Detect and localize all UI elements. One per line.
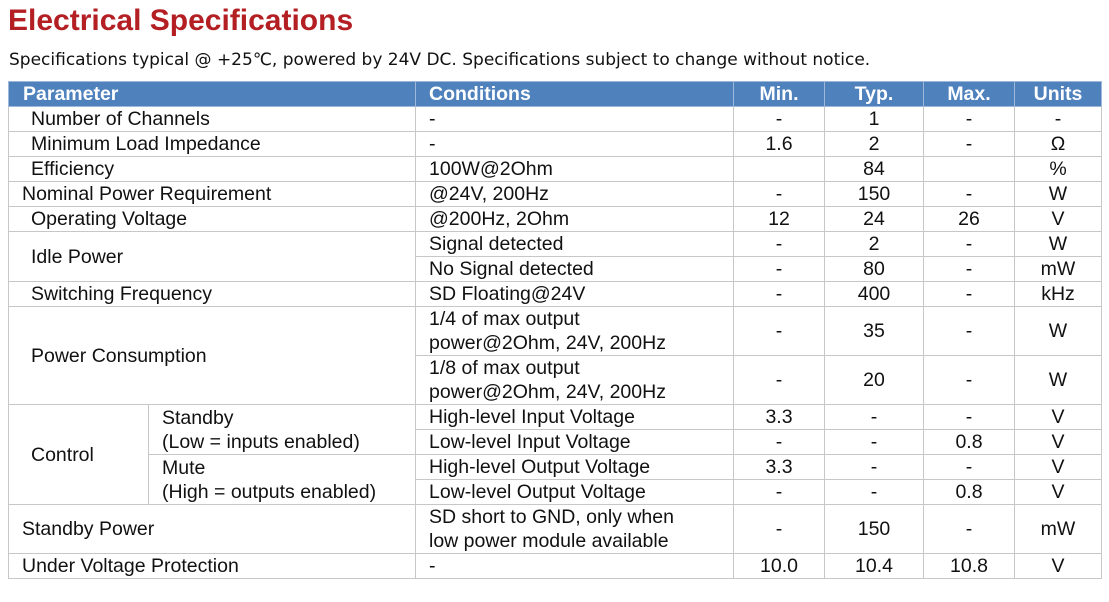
conditions-cell: 100W@2Ohm: [416, 157, 734, 182]
control-sub-line: Mute: [162, 456, 206, 479]
conditions-cell: [416, 356, 734, 405]
param-cell: Control: [9, 405, 149, 505]
spec-table: [8, 81, 1102, 579]
conditions-cell: No Signal detected: [416, 257, 734, 282]
max-cell: -: [924, 405, 1015, 430]
max-cell: 26: [924, 207, 1015, 232]
conditions-cell: -: [416, 107, 734, 132]
min-cell: -: [734, 107, 825, 132]
typ-cell: 80: [825, 257, 924, 282]
conditions-line: 1/4 of max output: [429, 308, 580, 330]
min-cell: -: [734, 282, 825, 307]
units-cell: W: [1015, 307, 1102, 356]
max-cell: 10.8: [924, 554, 1015, 579]
units-cell: kHz: [1015, 282, 1102, 307]
max-cell: 0.8: [924, 430, 1015, 455]
max-cell: -: [924, 505, 1015, 554]
typ-cell: 1: [825, 107, 924, 132]
param-cell: Switching Frequency: [9, 282, 416, 307]
table-row: [9, 554, 1102, 579]
conditions-line: power@2Ohm, 24V, 200Hz: [429, 332, 666, 354]
min-cell: 10.0: [734, 554, 825, 579]
typ-cell: 2: [825, 132, 924, 157]
table-row: [9, 307, 1102, 356]
units-cell: W: [1015, 356, 1102, 405]
conditions-cell: -: [416, 554, 734, 579]
conditions-cell: High-level Input Voltage: [416, 405, 734, 430]
max-cell: -: [924, 356, 1015, 405]
table-header-row: [9, 82, 1102, 107]
conditions-cell: @24V, 200Hz: [416, 182, 734, 207]
units-cell: V: [1015, 554, 1102, 579]
param-cell: Standby Power: [9, 505, 416, 554]
min-cell: -: [734, 307, 825, 356]
min-cell: 12: [734, 207, 825, 232]
units-cell: W: [1015, 232, 1102, 257]
page-title: Electrical Specifications: [8, 4, 354, 37]
units-cell: V: [1015, 207, 1102, 232]
conditions-line: SD short to GND, only when: [429, 506, 674, 528]
table-row: [9, 282, 1102, 307]
max-cell: -: [924, 455, 1015, 480]
min-cell: [734, 157, 825, 182]
typ-cell: 35: [825, 307, 924, 356]
param-cell: Power Consumption: [9, 307, 416, 405]
param-cell: Nominal Power Requirement: [9, 182, 416, 207]
min-cell: -: [734, 182, 825, 207]
conditions-line: low power module available: [429, 530, 669, 552]
min-cell: -: [734, 232, 825, 257]
typ-cell: -: [825, 430, 924, 455]
min-cell: -: [734, 505, 825, 554]
units-cell: mW: [1015, 257, 1102, 282]
conditions-cell: High-level Output Voltage: [416, 455, 734, 480]
typ-cell: -: [825, 455, 924, 480]
conditions-cell: Low-level Output Voltage: [416, 480, 734, 505]
units-cell: V: [1015, 430, 1102, 455]
max-cell: -: [924, 282, 1015, 307]
typ-cell: 24: [825, 207, 924, 232]
header-units: Units: [1015, 82, 1102, 107]
header-typ: Typ.: [825, 82, 924, 107]
param-cell: Efficiency: [9, 157, 416, 182]
min-cell: 3.3: [734, 405, 825, 430]
control-sub-line: (High = outputs enabled): [162, 480, 377, 503]
units-cell: -: [1015, 107, 1102, 132]
param-cell: Under Voltage Protection: [9, 554, 416, 579]
conditions-line: power@2Ohm, 24V, 200Hz: [429, 381, 666, 403]
conditions-cell: [416, 505, 734, 554]
max-cell: -: [924, 257, 1015, 282]
typ-cell: 150: [825, 182, 924, 207]
units-cell: W: [1015, 182, 1102, 207]
units-cell: Ω: [1015, 132, 1102, 157]
table-row: [9, 405, 1102, 430]
param-cell: Operating Voltage: [9, 207, 416, 232]
units-cell: V: [1015, 455, 1102, 480]
conditions-cell: @200Hz, 2Ohm: [416, 207, 734, 232]
control-sub-line: Standby: [162, 406, 234, 429]
max-cell: -: [924, 132, 1015, 157]
conditions-cell: Signal detected: [416, 232, 734, 257]
table-row: [9, 157, 1102, 182]
table-row: [9, 132, 1102, 157]
conditions-cell: [416, 307, 734, 356]
param-cell: Idle Power: [9, 232, 416, 282]
conditions-line: 1/8 of max output: [429, 357, 580, 379]
conditions-cell: SD Floating@24V: [416, 282, 734, 307]
min-cell: -: [734, 480, 825, 505]
table-row: [9, 182, 1102, 207]
units-cell: %: [1015, 157, 1102, 182]
max-cell: -: [924, 182, 1015, 207]
min-cell: -: [734, 430, 825, 455]
page-subtitle: Specifications typical @ +25℃, powered by 24V DC. Specifications subject to change without notice.: [9, 50, 871, 70]
units-cell: V: [1015, 405, 1102, 430]
header-conditions: Conditions: [416, 82, 734, 107]
param-cell: Number of Channels: [9, 107, 416, 132]
typ-cell: -: [825, 405, 924, 430]
max-cell: -: [924, 232, 1015, 257]
min-cell: -: [734, 356, 825, 405]
table-row: [9, 107, 1102, 132]
header-parameter: Parameter: [9, 82, 416, 107]
min-cell: -: [734, 257, 825, 282]
units-cell: mW: [1015, 505, 1102, 554]
param-cell: Minimum Load Impedance: [9, 132, 416, 157]
min-cell: 1.6: [734, 132, 825, 157]
units-cell: V: [1015, 480, 1102, 505]
control-sub-line: (Low = inputs enabled): [162, 430, 360, 453]
typ-cell: 2: [825, 232, 924, 257]
typ-cell: 10.4: [825, 554, 924, 579]
max-cell: -: [924, 107, 1015, 132]
typ-cell: 400: [825, 282, 924, 307]
table-row: [9, 207, 1102, 232]
max-cell: [924, 157, 1015, 182]
header-min: Min.: [734, 82, 825, 107]
table-row: [9, 505, 1102, 554]
table-row: [9, 455, 1102, 480]
max-cell: -: [924, 307, 1015, 356]
control-sub-label: [149, 405, 416, 455]
conditions-cell: -: [416, 132, 734, 157]
conditions-cell: Low-level Input Voltage: [416, 430, 734, 455]
typ-cell: 20: [825, 356, 924, 405]
control-sub-label: [149, 455, 416, 505]
table-row: [9, 232, 1102, 257]
typ-cell: -: [825, 480, 924, 505]
typ-cell: 150: [825, 505, 924, 554]
max-cell: 0.8: [924, 480, 1015, 505]
typ-cell: 84: [825, 157, 924, 182]
header-max: Max.: [924, 82, 1015, 107]
min-cell: 3.3: [734, 455, 825, 480]
